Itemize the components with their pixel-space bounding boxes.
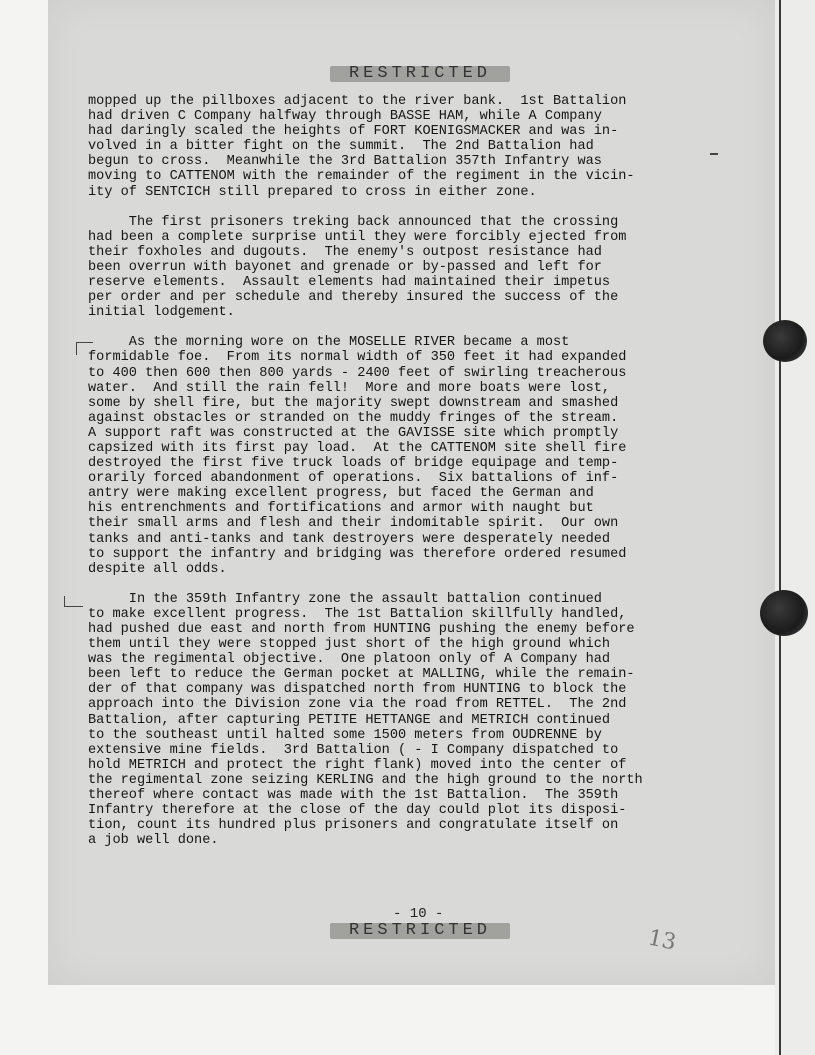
punch-hole-lower <box>760 590 808 636</box>
paragraph-3: As the morning wore on the MOSELLE RIVER became a most formidable foe. From its normal width of 350 feet it had expanded to 400 then 600 then 800 yards - 2400 feet of swirling treacherous water. And still the rain fell! More and more boats were lost, some by shell fire, but the majority swept downstream and smashed against obstacles or stranded on the muddy fringes of the stream. A support raft was constructed at the GAVISSE site which promptly capsized with its first pay load. At the CATTENOM site shell fire destroyed the first five truck loads of bridge equipage and temp- orarily forced abandonment of operations. Six battalions of inf- antry were making excellent progress, but faced the German and his entrenchments and fortifications and armor with naught but their small arms and flesh and their indomitable spirit. Our own tanks and anti-tanks and tank destroyers were desperately needed to support the infantry and bridging was therefore ordered resumed despite all odds. <box>88 335 627 577</box>
paragraph-1: mopped up the pillboxes adjacent to the river bank. 1st Battalion had driven C Company halfway through BASSE HAM, while A Company had daringly scaled the heights of FORT KOENIGSMACKER and was in- volved in a bitter fight on the summit. The 2nd Battalion had begun to cross. Meanwhile the 3rd Battalion 357th Infantry was moving to CATTENOM with the remainder of the regiment in the vicin- ity of SENTCICH still prepared to cross in either zone. <box>88 94 635 200</box>
header-stamp-text: RESTRICTED <box>348 64 492 83</box>
page-margin-edge <box>775 0 815 1055</box>
paragraph-4: In the 359th Infantry zone the assault battalion continued to make excellent progress. The 1st Battalion skillfully handled, had pushed due east and north from HUNTING pushing the enemy before them until they were stopped just short of the high ground which was the regimental objective. One platoon only of A Company had been left to reduce the German pocket at MALLING, while the remain- der of that company was dispatched north from HUNTING to block the approach into the Division zone via the road from RETTEL. The 2nd Battalion, after capturing PETITE HETTANGE and METRICH continued to the southeast until halted some 1500 meters from OUDRENNE by extensive mine fields. 3rd Battalion ( - I Company dispatched to hold METRICH and protect the right flank) moved into the center of the regimental zone seizing KERLING and the high ground to the north thereof where contact was made with the 1st Battalion. The 359th Infantry therefore at the close of the day could plot its disposi- tion, count its hundred plus prisoners and congratulate itself on a job well done. <box>88 591 643 849</box>
restricted-stamp-footer <box>330 921 510 941</box>
document-body <box>88 94 738 848</box>
margin-bracket-mark-lower <box>64 596 83 607</box>
binding-line <box>779 0 781 1055</box>
restricted-stamp-header <box>330 64 510 84</box>
punch-hole-upper <box>763 320 807 362</box>
footer-stamp-text: RESTRICTED <box>348 921 492 940</box>
handwritten-page-number: 13 <box>645 925 679 956</box>
paragraph-2: The first prisoners treking back announced that the crossing had been a complete surprise until they were forcibly ejected from their foxholes and dugouts. The enemy's outpost resistance had been overrun with bayonet and grenade or by-passed and left for reserve elements. Assault elements had maintained their impetus per order and per schedule and thereby insured the success of the initial lodgement. <box>88 214 627 321</box>
page-number: - 10 - <box>393 906 444 922</box>
